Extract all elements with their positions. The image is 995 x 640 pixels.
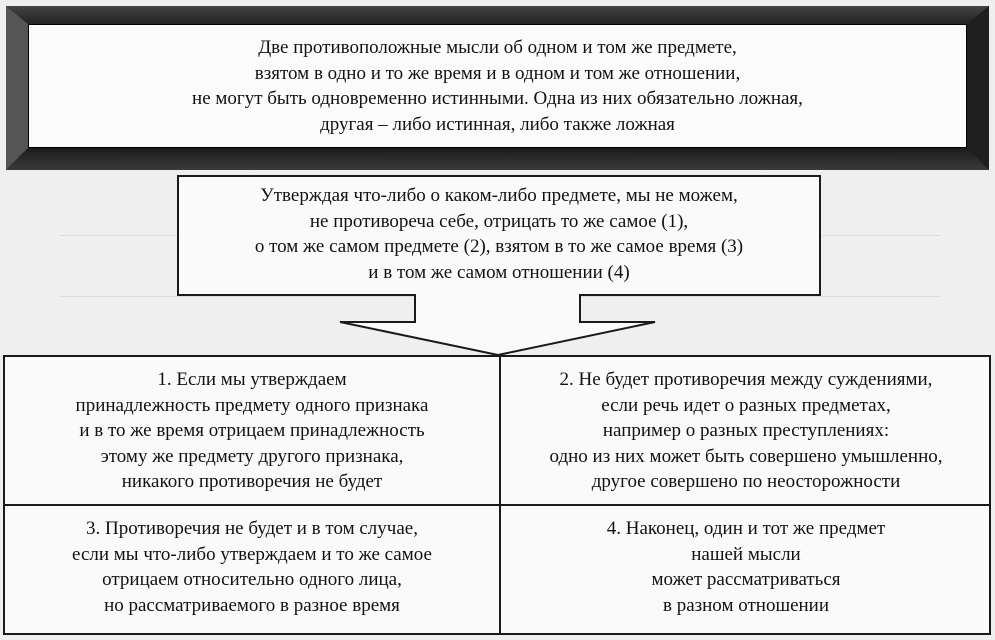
case-line: если мы что-либо утверждаем и то же самое <box>72 543 432 565</box>
principle-line: другая – либо истинная, либо также ложная <box>320 113 675 135</box>
case-cell-3 <box>5 506 499 635</box>
case-line: 2. Не будет противоречия между суждениями, <box>559 369 933 390</box>
case-cell-1 <box>5 357 499 504</box>
formulation-line: и в том же самом отношении (4) <box>368 261 630 283</box>
case-cell-2 <box>501 357 991 504</box>
case-line: может рассматриваться <box>651 569 841 590</box>
principle-line: не могут быть одновременно истинными. Одна из них обязательно ложная, <box>192 88 803 109</box>
formulation-line: не противореча себе, отрицать то же самое (1), <box>309 210 689 232</box>
case-line: если речь идет о разных предметах, <box>601 394 891 416</box>
case-line: нашей мысли <box>691 543 801 565</box>
case-cell-4 <box>501 506 991 635</box>
case-line: этому же предмету другого признака, <box>100 445 404 467</box>
case-line: 4. Наконец, один и тот же предмет <box>606 518 886 539</box>
principle-line: взятом в одно и то же время и в одном и том же отношении, <box>254 62 741 84</box>
case-line: отрицаем относительно одного лица, <box>102 569 402 590</box>
case-line: другое совершено по неосторожности <box>591 471 901 492</box>
case-line: но рассматриваемого в разное время <box>104 594 400 616</box>
principle-line: Две противоположные мысли об одном и том же предмете, <box>258 37 737 58</box>
case-line: 1. Если мы утверждаем <box>157 369 347 390</box>
case-text-1 <box>5 367 499 495</box>
cases-grid <box>3 355 991 635</box>
formulation-line: о том же самом предмете (2), взятом в то же самое время (3) <box>254 236 744 257</box>
case-line: одно из них может быть совершено умышленно, <box>549 445 943 467</box>
case-text-3 <box>5 516 499 618</box>
formulation-line: Утверждая что-либо о каком-либо предмете, мы не можем, <box>260 185 738 206</box>
formulation-text <box>178 183 820 285</box>
case-text-4 <box>501 516 991 618</box>
case-text-2 <box>501 367 991 495</box>
case-line: никакого противоречия не будет <box>121 471 383 492</box>
case-line: в разном отношении <box>662 594 830 616</box>
case-line: например о разных преступлениях: <box>602 420 890 441</box>
case-line: и в то же время отрицаем принадлежность <box>79 420 425 441</box>
case-line: принадлежность предмету одного признака <box>75 394 429 416</box>
case-line: 3. Противоречия не будет и в том случае, <box>86 518 418 539</box>
